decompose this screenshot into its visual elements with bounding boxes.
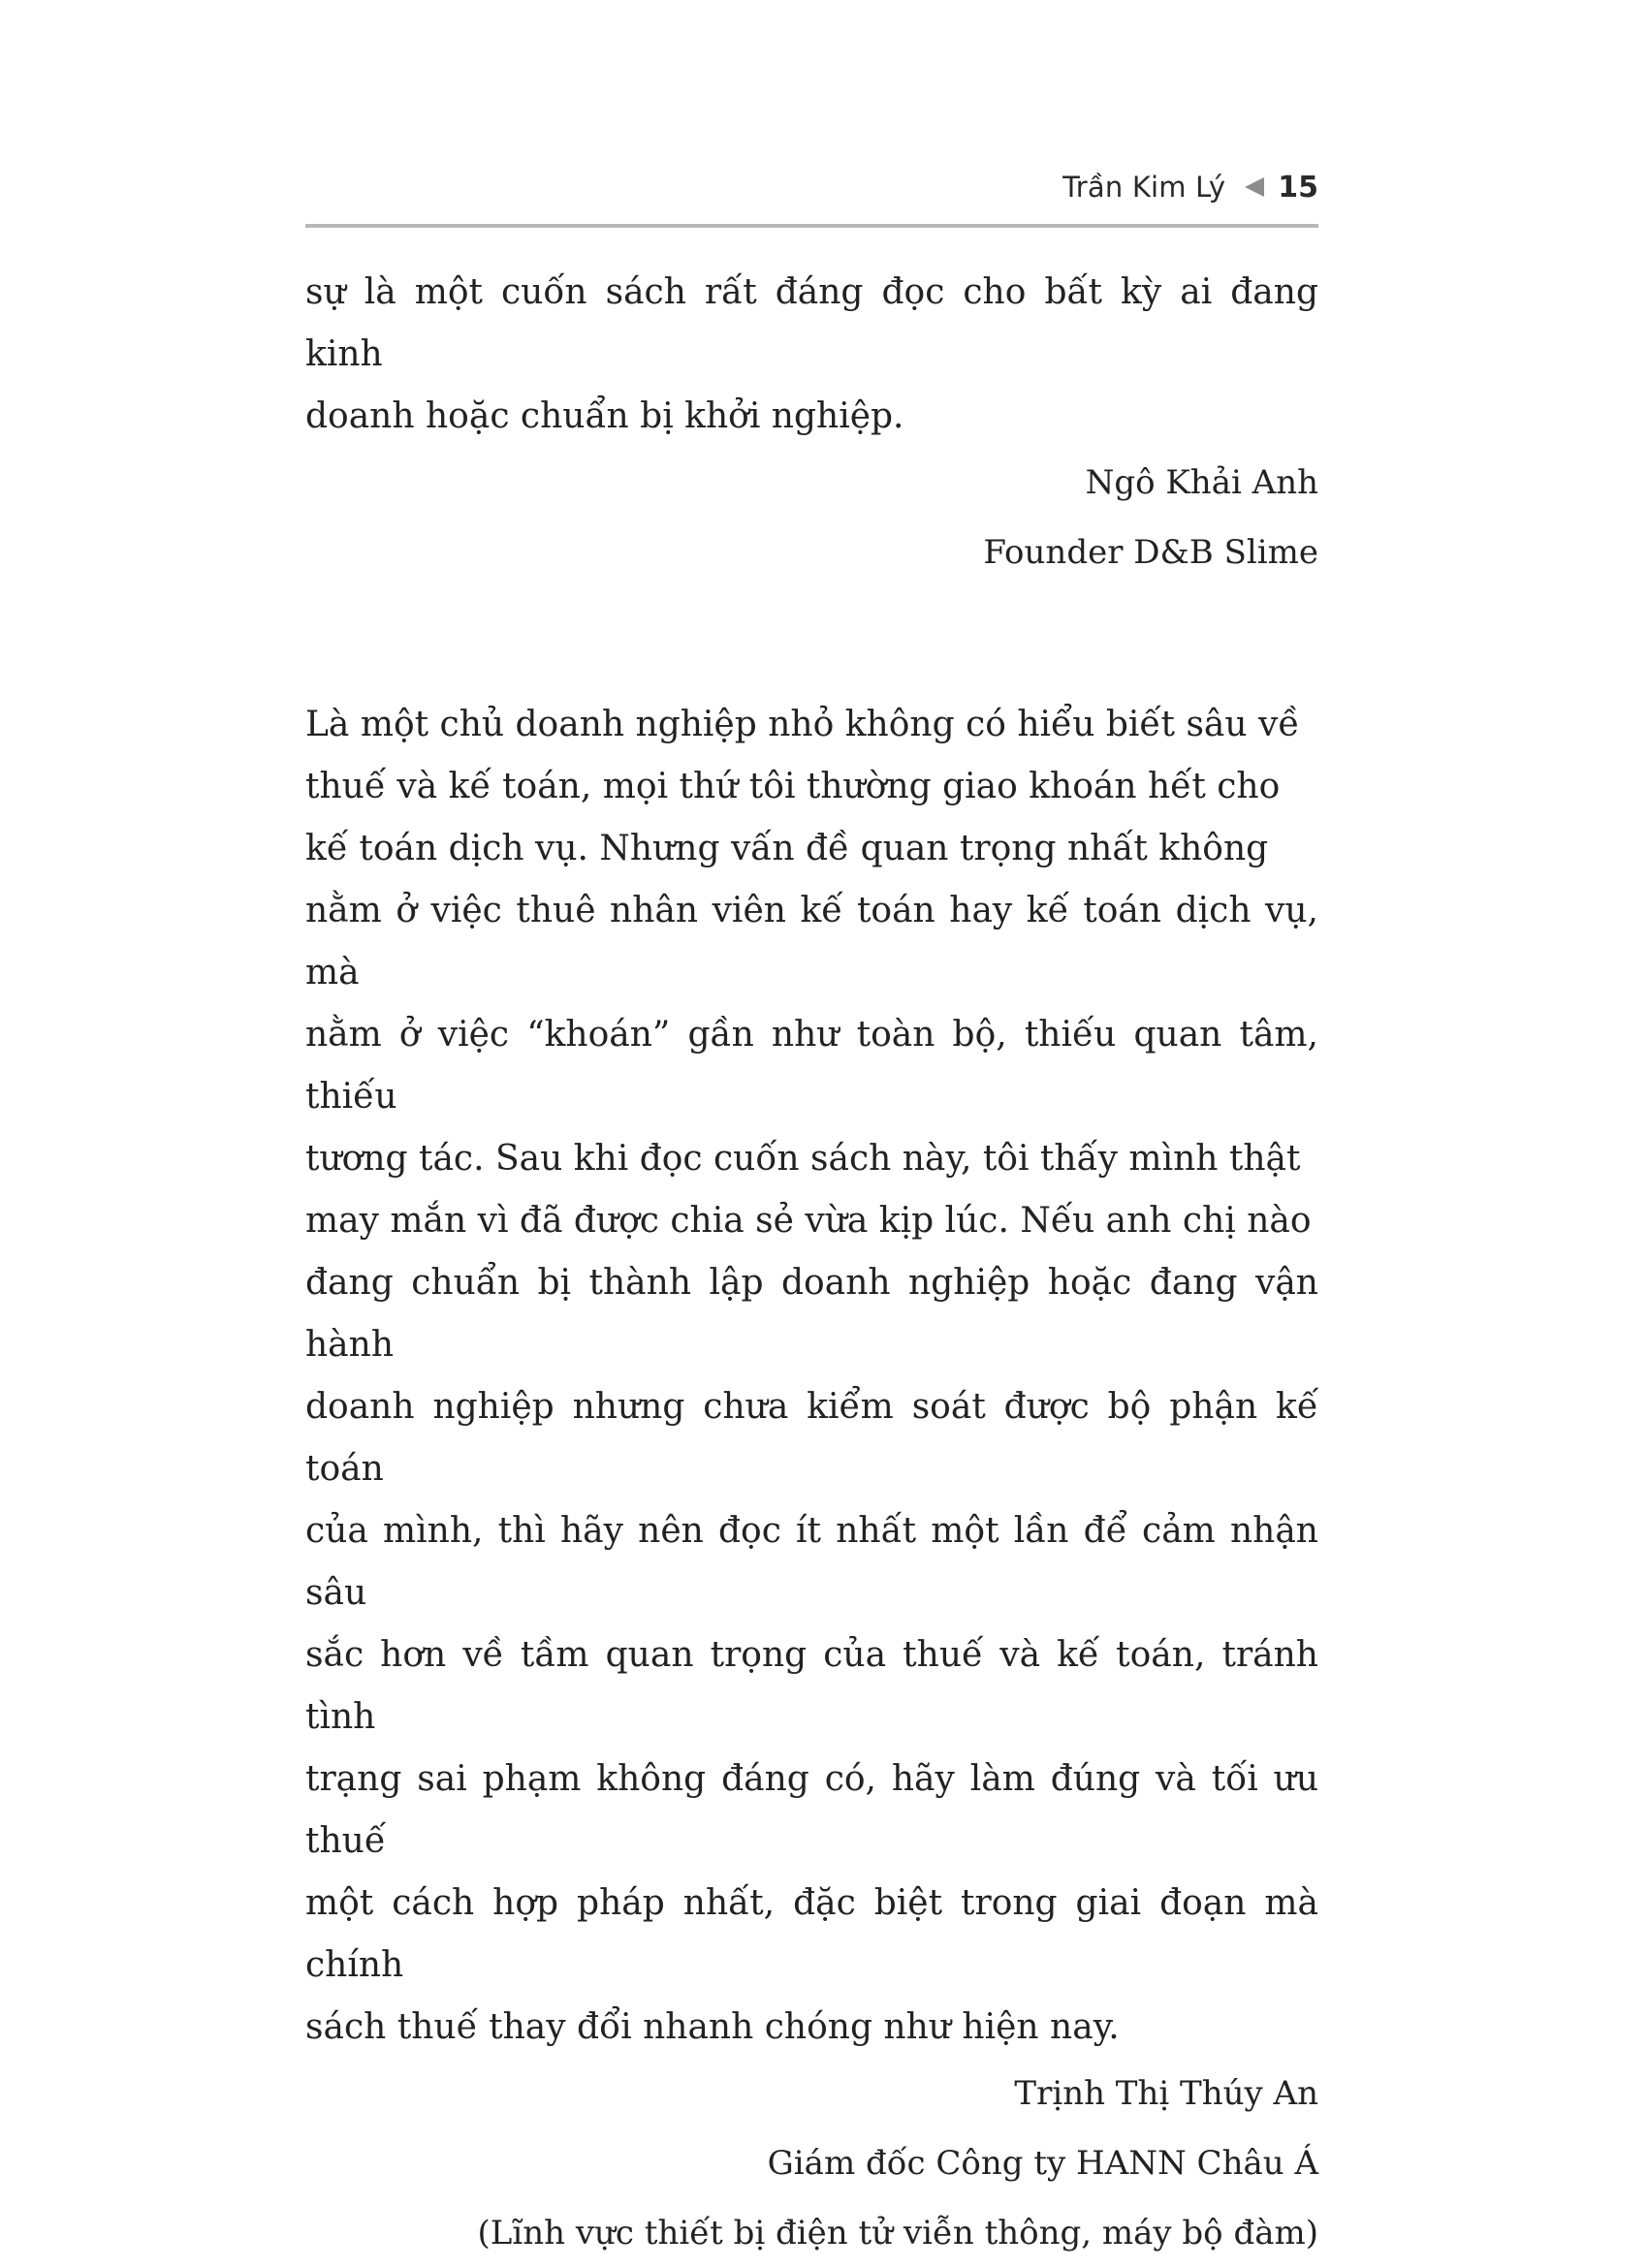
- testimonial-1-name: Ngô Khải Anh: [1085, 463, 1318, 502]
- text-line: nằm ở việc “khoán” gần như toàn bộ, thiếu quan tâm, thiếu: [305, 1015, 1318, 1117]
- section-gap: [305, 587, 1318, 694]
- testimonial-2-note: (Lĩnh vực thiết bị điện tử viễn thông, máy bộ đàm): [477, 2214, 1318, 2252]
- text-line: Là một chủ doanh nghiệp nhỏ không có hiểu biết sâu về: [305, 705, 1300, 744]
- text-line: tương tác. Sau khi đọc cuốn sách này, tôi thấy mình thật: [305, 1139, 1301, 1179]
- header-divider: [305, 224, 1318, 228]
- header-author: Trần Kim Lý: [1062, 171, 1226, 204]
- text-line: thuế và kế toán, mọi thứ tôi thường giao khoán hết cho: [305, 767, 1281, 806]
- text-line: kế toán dịch vụ. Nhưng vấn đề quan trọng nhất không: [305, 829, 1269, 868]
- text-line: đang chuẩn bị thành lập doanh nghiệp hoặc đang vận hành: [305, 1263, 1318, 1365]
- text-line: một cách hợp pháp nhất, đặc biệt trong giai đoạn mà chính: [305, 1883, 1318, 1985]
- testimonial-2-text: [305, 694, 1318, 2059]
- text-line: may mắn vì đã được chia sẻ vừa kịp lúc. Nếu anh chị nào: [305, 1201, 1312, 1241]
- testimonial-1: [305, 262, 1318, 587]
- page-number: 15: [1278, 170, 1318, 205]
- text-line: sự là một cuốn sách rất đáng đọc cho bất kỳ ai đang kinh: [305, 272, 1318, 374]
- page-body: [305, 262, 1318, 2268]
- running-header: [305, 163, 1318, 211]
- text-line: sách thuế thay đổi nhanh chóng như hiện nay.: [305, 2007, 1120, 2047]
- text-line: sắc hơn về tầm quan trọng của thuế và kế toán, tránh tình: [305, 1635, 1318, 1737]
- testimonial-1-text: [305, 262, 1318, 448]
- text-line: doanh hoặc chuẩn bị khởi nghiệp.: [305, 396, 904, 436]
- testimonial-2-name: Trịnh Thị Thúy An: [1014, 2074, 1318, 2113]
- testimonial-1-title: Founder D&B Slime: [983, 533, 1318, 572]
- text-line: của mình, thì hãy nên đọc ít nhất một lần để cảm nhận sâu: [305, 1511, 1318, 1613]
- testimonial-2-title: Giám đốc Công ty HANN Châu Á: [767, 2144, 1318, 2183]
- testimonial-2: [305, 694, 1318, 2268]
- text-line: doanh nghiệp nhưng chưa kiểm soát được bộ phận kế toán: [305, 1387, 1318, 1489]
- text-line: nằm ở việc thuê nhân viên kế toán hay kế toán dịch vụ, mà: [305, 891, 1318, 992]
- text-line: trạng sai phạm không đáng có, hãy làm đúng và tối ưu thuế: [305, 1759, 1318, 1861]
- left-triangle-icon: [1245, 177, 1264, 197]
